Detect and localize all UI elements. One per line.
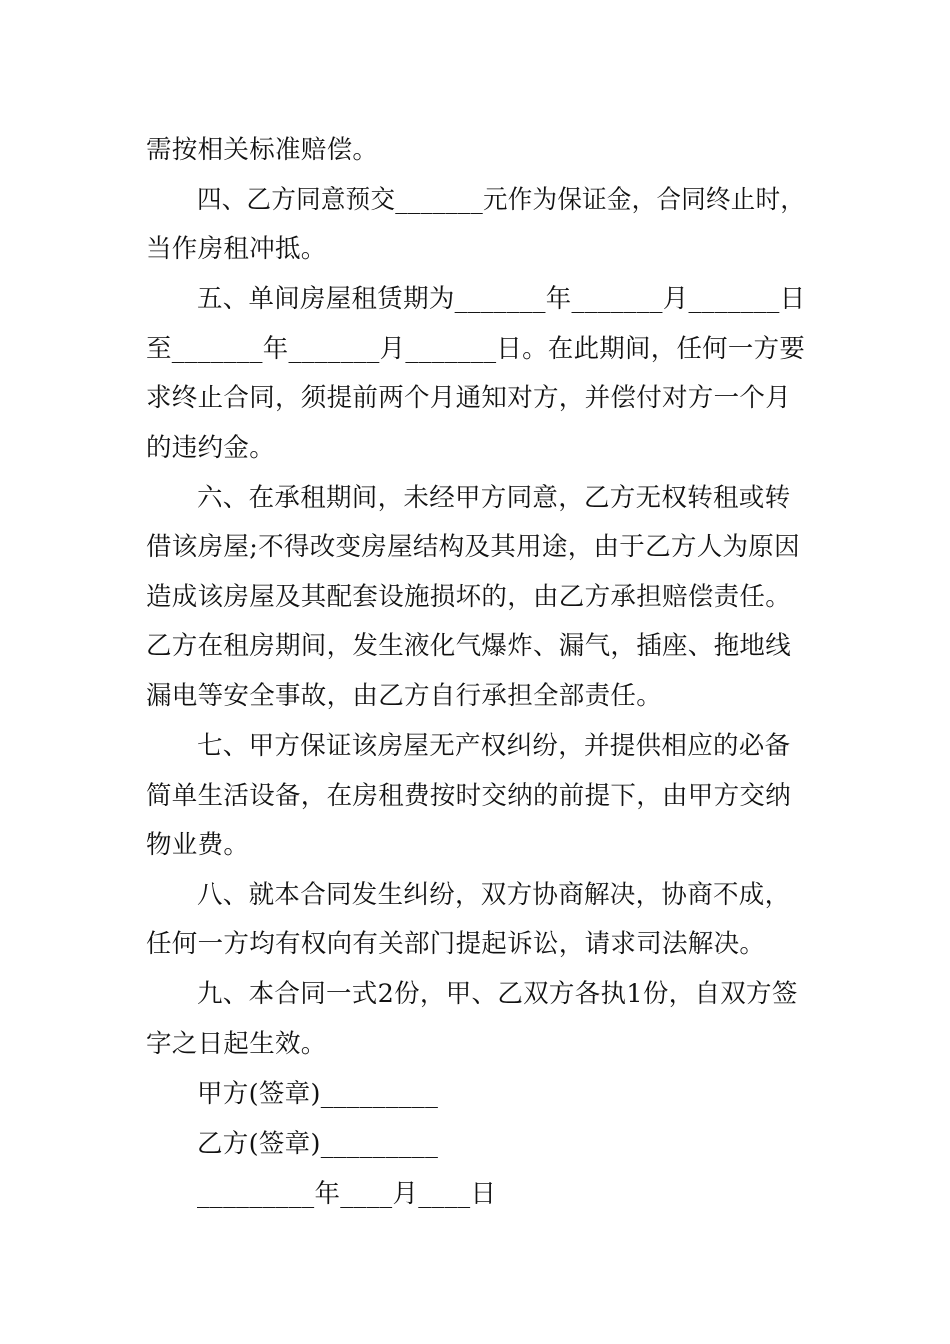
clause-9-line: 九、本合同一式2份，甲、乙双方各执1份，自双方签 [197, 979, 798, 1009]
text-line: 乙方在租房期间，发生液化气爆炸、漏气，插座、拖地线 [146, 631, 792, 661]
clause-4-line: 四、乙方同意预交_______元作为保证金，合同终止时， [197, 185, 806, 215]
text-line: 造成该房屋及其配套设施损坏的，由乙方承担赔偿责任。 [146, 582, 792, 612]
clause-7-line: 七、甲方保证该房屋无产权纠纷，并提供相应的必备 [197, 731, 791, 761]
text-line: 需按相关标准赔偿。 [146, 135, 379, 165]
text-line: 的违约金。 [146, 433, 276, 463]
signing-date: _________年____月____日 [197, 1179, 497, 1209]
text-line: 借该房屋;不得改变房屋结构及其用途，由于乙方人为原因 [146, 532, 800, 562]
clause-6-line: 六、在承租期间，未经甲方同意，乙方无权转租或转 [197, 483, 791, 513]
text-line: 至_______年_______月_______日。在此期间，任何一方要 [146, 334, 806, 364]
text-line: 求终止合同，须提前两个月通知对方，并偿付对方一个月 [146, 383, 792, 413]
text-line: 简单生活设备，在房租费按时交纳的前提下，由甲方交纳 [146, 781, 792, 811]
text-line: 任何一方均有权向有关部门提起诉讼，请求司法解决。 [146, 929, 766, 959]
party-a-signature: 甲方(签章)_________ [197, 1079, 439, 1109]
text-line: 字之日起生效。 [146, 1029, 327, 1059]
clause-8-line: 八、就本合同发生纠纷，双方协商解决，协商不成， [197, 880, 791, 910]
text-line: 物业费。 [146, 830, 250, 860]
party-b-signature: 乙方(签章)_________ [197, 1129, 439, 1159]
text-line: 当作房租冲抵。 [146, 234, 327, 264]
clause-5-line: 五、单间房屋租赁期为_______年_______月_______日 [197, 284, 806, 314]
text-line: 漏电等安全事故，由乙方自行承担全部责任。 [146, 681, 663, 711]
